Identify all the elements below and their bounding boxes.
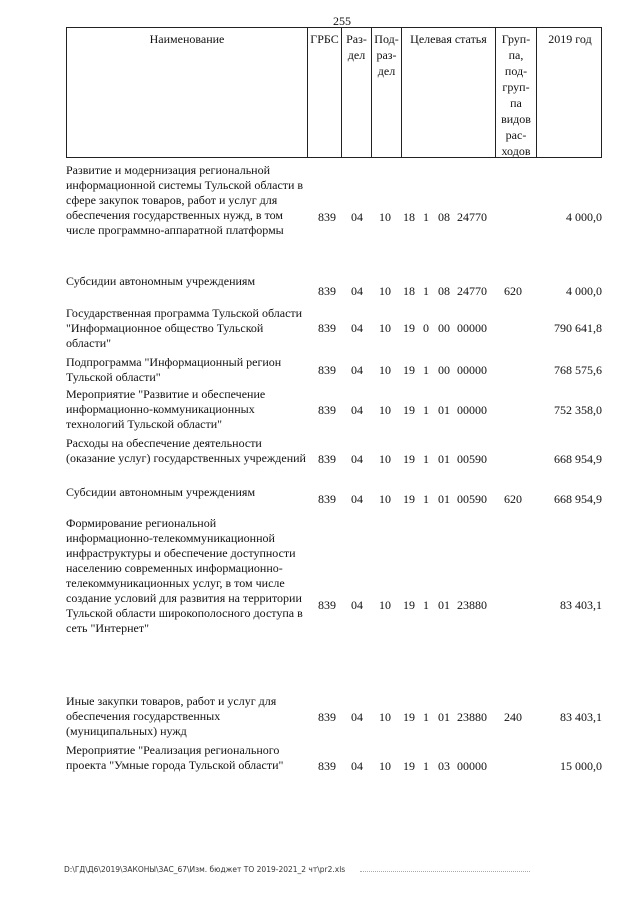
- row-target-program: 18: [403, 284, 415, 298]
- row-target-event: 01: [438, 598, 450, 612]
- row-target-code: 00000: [457, 403, 487, 417]
- header-group: Груп-па, под-груп-па видов рас-ходов: [496, 28, 537, 157]
- row-razdel: 04: [351, 363, 363, 377]
- row-target-code: 24770: [457, 284, 487, 298]
- row-razdel: 04: [351, 598, 363, 612]
- row-grbs: 839: [318, 403, 336, 417]
- row-amount: 790 641,8: [554, 321, 602, 335]
- row-grbs: 839: [318, 598, 336, 612]
- row-grbs: 839: [318, 710, 336, 724]
- row-target-code: 23880: [457, 598, 487, 612]
- row-amount: 15 000,0: [560, 759, 602, 773]
- header-podrazdel: Под-раз-дел: [372, 28, 402, 157]
- row-target-event: 01: [438, 452, 450, 466]
- row-razdel: 04: [351, 492, 363, 506]
- row-razdel: 04: [351, 452, 363, 466]
- row-target-subprogram: 1: [423, 452, 429, 466]
- row-target-subprogram: 1: [423, 363, 429, 377]
- row-razdel: 04: [351, 321, 363, 335]
- row-name: Развитие и модернизация региональной информационной системы Тульской области в сфере закупок товаров, работ и услуг для обеспечения государственных нужд, в том числе программно-аппаратной платформы: [66, 163, 304, 237]
- header-name: Наименование: [67, 28, 308, 157]
- row-grbs: 839: [318, 759, 336, 773]
- row-amount: 668 954,9: [554, 492, 602, 506]
- row-target-event: 03: [438, 759, 450, 773]
- row-expense-group: 240: [504, 710, 522, 724]
- row-target-program: 19: [403, 492, 415, 506]
- header-year: 2019 год: [548, 32, 592, 46]
- row-expense-group: 620: [504, 284, 522, 298]
- row-podrazdel: 10: [379, 598, 391, 612]
- row-target-subprogram: 1: [423, 210, 429, 224]
- row-podrazdel: 10: [379, 321, 391, 335]
- header-target: Целевая статья: [402, 28, 496, 157]
- row-grbs: 839: [318, 452, 336, 466]
- footer-divider: [360, 871, 530, 872]
- row-target-code: 00590: [457, 452, 487, 466]
- row-razdel: 04: [351, 403, 363, 417]
- row-name: Государственная программа Тульской области "Информационное общество Тульской области": [66, 306, 303, 350]
- row-target-event: 00: [438, 363, 450, 377]
- row-target-event: 01: [438, 403, 450, 417]
- row-grbs: 839: [318, 492, 336, 506]
- row-target-event: 08: [438, 210, 450, 224]
- header-razdel: Раз-дел: [342, 28, 372, 157]
- row-podrazdel: 10: [379, 759, 391, 773]
- row-target-event: 01: [438, 710, 450, 724]
- row-name: Субсидии автономным учреждениям: [66, 485, 256, 499]
- row-target-subprogram: 0: [423, 321, 429, 335]
- row-name: Формирование региональной информационно-телекоммуникационной инфраструктуры и обеспечение доступности населению современных информационно-телекоммуникационных услуг, в том числе создание условий для развития на территории Тульской области широкополосного доступа в сеть "Интернет": [66, 516, 303, 635]
- page-number: 255: [333, 14, 351, 28]
- row-target-program: 19: [403, 710, 415, 724]
- row-target-code: 00000: [457, 363, 487, 377]
- row-podrazdel: 10: [379, 284, 391, 298]
- row-target-event: 00: [438, 321, 450, 335]
- row-target-subprogram: 1: [423, 710, 429, 724]
- row-target-program: 19: [403, 403, 415, 417]
- row-razdel: 04: [351, 210, 363, 224]
- row-razdel: 04: [351, 710, 363, 724]
- row-target-subprogram: 1: [423, 284, 429, 298]
- row-target-subprogram: 1: [423, 492, 429, 506]
- row-amount: 752 358,0: [554, 403, 602, 417]
- row-podrazdel: 10: [379, 492, 391, 506]
- row-target-code: 23880: [457, 710, 487, 724]
- file-path-footer: D:\ГД\Д6\2019\ЗАКОНЫ\ЗАС_67\Изм. бюджет ТО 2019-2021_2 чт\pr2.xls: [64, 865, 346, 874]
- row-target-event: 01: [438, 492, 450, 506]
- row-name: Иные закупки товаров, работ и услуг для обеспечения государственных (муниципальных) нужд: [66, 694, 277, 738]
- row-target-code: 00000: [457, 759, 487, 773]
- row-grbs: 839: [318, 210, 336, 224]
- row-target-code: 00000: [457, 321, 487, 335]
- row-podrazdel: 10: [379, 452, 391, 466]
- row-name: Подпрограмма "Информационный регион Тульской области": [66, 355, 282, 384]
- row-target-code: 24770: [457, 210, 487, 224]
- row-podrazdel: 10: [379, 210, 391, 224]
- row-target-program: 19: [403, 759, 415, 773]
- row-podrazdel: 10: [379, 403, 391, 417]
- row-target-program: 19: [403, 321, 415, 335]
- row-expense-group: 620: [504, 492, 522, 506]
- row-grbs: 839: [318, 284, 336, 298]
- row-target-event: 08: [438, 284, 450, 298]
- row-target-code: 00590: [457, 492, 487, 506]
- row-grbs: 839: [318, 363, 336, 377]
- row-razdel: 04: [351, 284, 363, 298]
- row-target-program: 19: [403, 598, 415, 612]
- row-target-subprogram: 1: [423, 598, 429, 612]
- row-amount: 83 403,1: [560, 710, 602, 724]
- row-amount: 768 575,6: [554, 363, 602, 377]
- row-name: Субсидии автономным учреждениям: [66, 274, 256, 288]
- row-amount: 4 000,0: [566, 284, 602, 298]
- row-amount: 4 000,0: [566, 210, 602, 224]
- row-target-subprogram: 1: [423, 403, 429, 417]
- row-razdel: 04: [351, 759, 363, 773]
- row-podrazdel: 10: [379, 710, 391, 724]
- row-grbs: 839: [318, 321, 336, 335]
- row-podrazdel: 10: [379, 363, 391, 377]
- row-amount: 668 954,9: [554, 452, 602, 466]
- row-name: Мероприятие "Реализация регионального проекта "Умные города Тульской области": [66, 743, 284, 772]
- row-target-program: 19: [403, 452, 415, 466]
- row-amount: 83 403,1: [560, 598, 602, 612]
- row-name: Мероприятие "Развитие и обеспечение информационно-коммуникационных технологий Тульской области": [66, 387, 266, 431]
- row-target-subprogram: 1: [423, 759, 429, 773]
- row-name: Расходы на обеспечение деятельности (оказание услуг) государственных учреждений: [66, 436, 306, 465]
- row-target-program: 18: [403, 210, 415, 224]
- row-target-program: 19: [403, 363, 415, 377]
- table-header: [66, 27, 602, 158]
- header-grbs: ГРБС: [308, 28, 342, 157]
